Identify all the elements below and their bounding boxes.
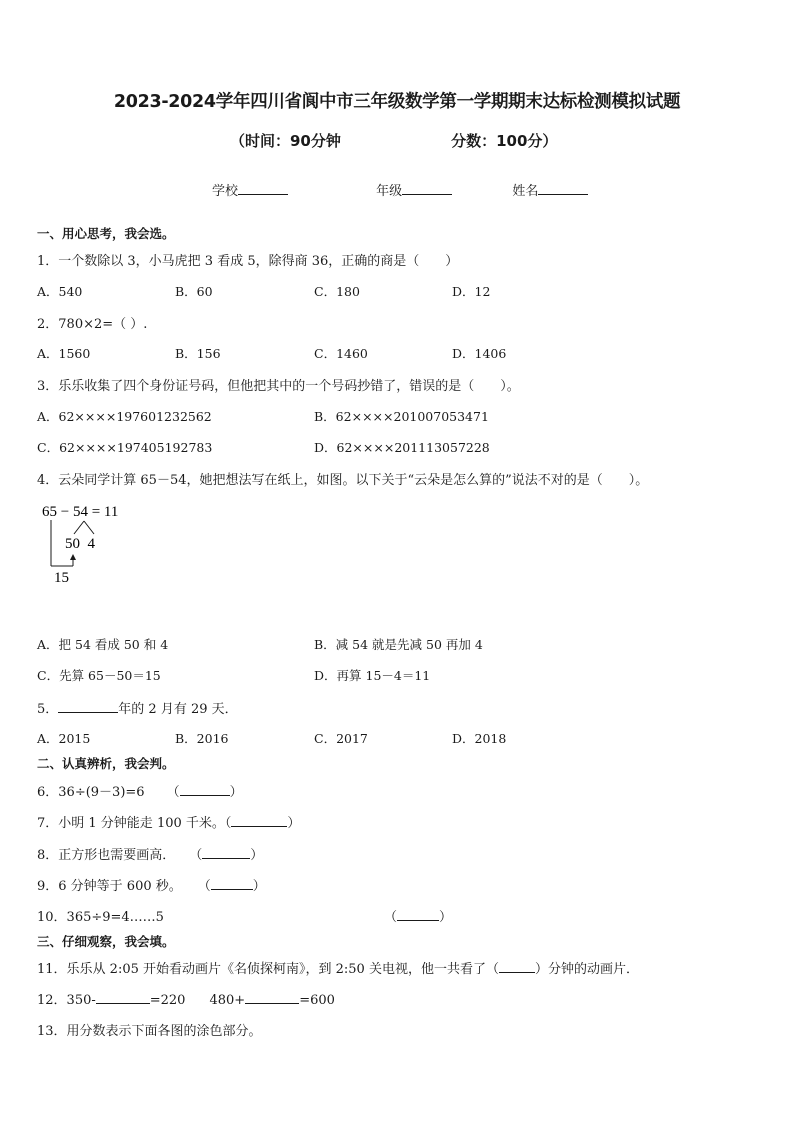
- q12-part1: 12．350-: [37, 993, 96, 1008]
- name-label: 姓名: [512, 184, 539, 199]
- q1-option-d[interactable]: D．12: [452, 284, 491, 299]
- question-1: 1．一个数除以 3，小马虎把 3 看成 5，除得商 36，正确的商是（ ）: [37, 254, 459, 269]
- q6-paren-open: （: [166, 785, 180, 800]
- figure-result: 15: [54, 570, 69, 586]
- school-field[interactable]: [212, 180, 288, 199]
- q4-calculation-figure: [40, 500, 130, 590]
- q9-paren-open: （: [197, 879, 211, 894]
- q11-answer-blank[interactable]: [499, 960, 535, 973]
- q12-blank-2[interactable]: [245, 991, 299, 1004]
- q2-option-c[interactable]: C．1460: [314, 346, 368, 361]
- q7-answer-blank[interactable]: [231, 814, 287, 827]
- q12-part2: =220: [149, 993, 186, 1008]
- q12-part4: =600: [299, 993, 335, 1008]
- question-13: 13．用分数表示下面各图的涂色部分。: [37, 1024, 262, 1039]
- section-3-heading: 三、仔细观察，我会填。: [37, 934, 175, 949]
- exam-score: 分数：100分）: [451, 132, 558, 150]
- figure-split-right: [84, 521, 94, 534]
- q3-option-b[interactable]: B．62××××201007053471: [314, 409, 489, 424]
- question-12: [37, 989, 335, 1008]
- exam-info: [230, 130, 557, 151]
- q6-paren-close: ）: [229, 785, 243, 800]
- q2-option-d[interactable]: D．1406: [452, 346, 507, 361]
- school-label: 学校: [212, 184, 239, 199]
- q5-option-b[interactable]: B．2016: [175, 731, 229, 746]
- q5-option-d[interactable]: D．2018: [452, 731, 507, 746]
- question-11: [37, 958, 639, 977]
- question-10: [37, 906, 164, 925]
- q9-text: 9．6 分钟等于 600 秒。: [37, 879, 182, 894]
- grade-label: 年级: [376, 184, 403, 199]
- question-8: [37, 844, 263, 863]
- q5-suffix: 年的 2 月有 29 天．: [118, 702, 238, 717]
- question-7: [37, 812, 300, 831]
- q5-option-c[interactable]: C．2017: [314, 731, 368, 746]
- q1-option-c[interactable]: C．180: [314, 284, 360, 299]
- student-fields: [212, 180, 588, 199]
- page-title: 2023-2024学年四川省阆中市三年级数学第一学期期末达标检测模拟试题: [113, 92, 681, 112]
- q5-prefix: 5．: [37, 702, 59, 717]
- grade-field[interactable]: [376, 180, 452, 199]
- q8-text: 8．正方形也需要画高．: [37, 848, 176, 863]
- q2-option-a[interactable]: A．1560: [37, 346, 91, 361]
- q10-paren-open: （: [384, 910, 398, 925]
- q3-option-c[interactable]: C．62××××197405192783: [37, 440, 213, 455]
- figure-arrow-head: [70, 554, 76, 560]
- figure-equation: 65 − 54 = 11: [42, 504, 119, 520]
- q7-paren-open: （: [224, 816, 232, 831]
- section-1-heading: 一、用心思考，我会选。: [37, 226, 175, 241]
- name-field[interactable]: [512, 180, 588, 199]
- q7-paren-close: ）: [287, 816, 301, 831]
- question-9: [37, 875, 266, 894]
- q12-part3: 480+: [209, 993, 246, 1008]
- school-blank[interactable]: [238, 182, 288, 195]
- question-3: 3．乐乐收集了四个身份证号码，但他把其中的一个号码抄错了，错误的是（ ）。: [37, 379, 520, 394]
- section-2-heading: 二、认真辨析，我会判。: [37, 756, 175, 771]
- q12-blank-1[interactable]: [96, 991, 150, 1004]
- q4-option-c[interactable]: C．先算 65－50＝15: [37, 668, 161, 683]
- q4-option-a[interactable]: A．把 54 看成 50 和 4: [37, 637, 169, 652]
- name-blank[interactable]: [538, 182, 588, 195]
- q4-option-d[interactable]: D．再算 15－4＝11: [314, 668, 431, 683]
- q6-text: 6．36÷(9－3)=6: [37, 785, 145, 800]
- q2-option-b[interactable]: B．156: [175, 346, 221, 361]
- figure-split-left: [74, 521, 84, 534]
- q10-answer: [384, 906, 452, 925]
- q11-after: ）分钟的动画片．: [534, 962, 639, 977]
- q5-answer-blank[interactable]: [58, 700, 118, 713]
- q10-answer-blank[interactable]: [397, 908, 439, 921]
- exam-time: （时间：90分钟: [230, 132, 341, 150]
- question-6: [37, 781, 243, 800]
- q10-text: 10．365÷9=4……5: [37, 910, 164, 925]
- q9-answer-blank[interactable]: [211, 877, 253, 890]
- q1-option-b[interactable]: B．60: [175, 284, 213, 299]
- question-2: 2．780×2=（ ）.: [37, 317, 148, 332]
- figure-split-numbers: 50 4: [65, 536, 95, 552]
- q3-option-a[interactable]: A．62××××197601232562: [37, 409, 212, 424]
- q3-option-d[interactable]: D．62××××201113057228: [314, 440, 490, 455]
- q11-before: 11．乐乐从 2:05 开始看动画片《名侦探柯南》，到 2:50 关电视，他一共看了（: [37, 962, 499, 977]
- q9-paren-close: ）: [252, 879, 266, 894]
- q4-option-b[interactable]: B．减 54 就是先减 50 再加 4: [314, 637, 483, 652]
- q7-text: 7．小明 1 分钟能走 100 千米。: [37, 816, 225, 831]
- grade-blank[interactable]: [402, 182, 452, 195]
- q6-answer-blank[interactable]: [180, 783, 230, 796]
- q8-paren-close: ）: [250, 848, 264, 863]
- q8-answer-blank[interactable]: [202, 846, 250, 859]
- question-4: 4．云朵同学计算 65－54，她把想法写在纸上，如图。以下关于“云朵是怎么算的”说法不对的是（ ）。: [37, 473, 649, 488]
- q8-paren-open: （: [189, 848, 203, 863]
- q1-option-a[interactable]: A．540: [37, 284, 83, 299]
- question-5: [37, 698, 238, 717]
- q10-paren-close: ）: [439, 910, 453, 925]
- q5-option-a[interactable]: A．2015: [37, 731, 91, 746]
